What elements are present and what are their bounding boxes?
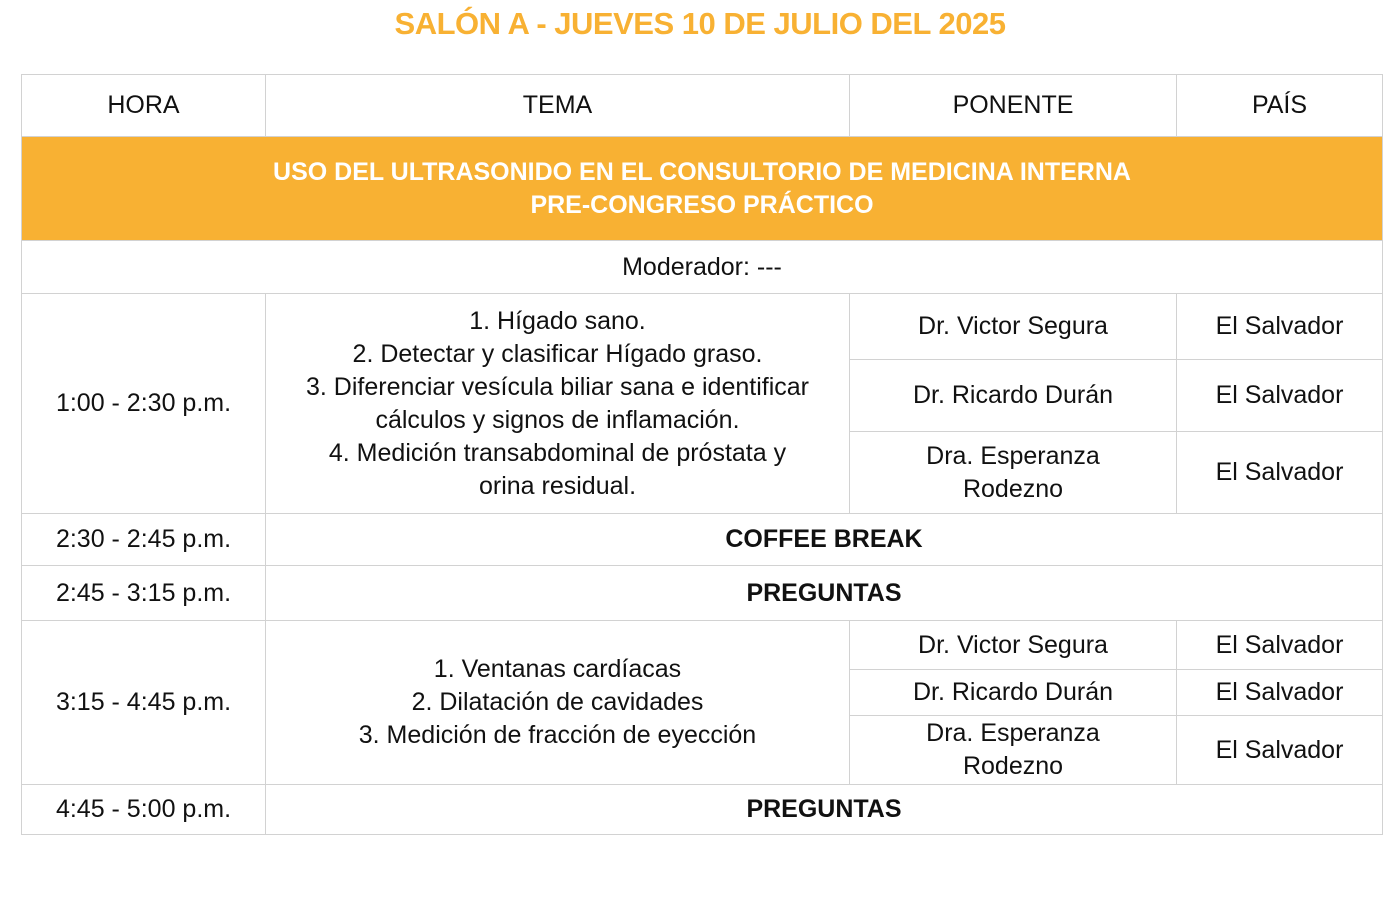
topic-line: 2. Dilatación de cavidades: [411, 688, 704, 716]
country-cell: El Salvador: [1177, 716, 1383, 785]
page-title: SALÓN A - JUEVES 10 DE JULIO DEL 2025: [394, 6, 1006, 41]
topic-line: 2. Detectar y clasificar Hígado graso.: [352, 339, 763, 368]
coffee-break-label: COFFEE BREAK: [266, 514, 1383, 566]
header-row: [22, 75, 1383, 137]
section-title: [22, 137, 1383, 241]
country-cell: El Salvador: [1177, 621, 1383, 670]
speaker-cell: Dr. Victor Segura: [850, 621, 1177, 670]
country-cell: El Salvador: [1177, 294, 1383, 360]
table-row: [22, 566, 1383, 621]
speaker-name-line: Dra. Esperanza: [926, 719, 1100, 747]
table-row: [22, 294, 1383, 360]
table-row: [22, 621, 1383, 670]
agenda-table: [21, 74, 1383, 835]
speaker-cell: [850, 432, 1177, 514]
topics-cell: [266, 621, 850, 785]
topic-line: 1. Ventanas cardíacas: [433, 655, 682, 683]
time-cell: 3:15 - 4:45 p.m.: [22, 621, 266, 785]
topic-line: orina residual.: [478, 471, 637, 500]
time-cell: 2:45 - 3:15 p.m.: [22, 566, 266, 621]
country-cell: El Salvador: [1177, 360, 1383, 432]
topics-cell: [266, 294, 850, 514]
moderator-label: Moderador: ---: [22, 241, 1383, 294]
topic-line: 1. Hígado sano.: [469, 306, 646, 335]
topic-line: 4. Medición transabdominal de próstata y: [328, 438, 787, 467]
header-pais: PAÍS: [1177, 75, 1383, 137]
section-title-line2: PRE-CONGRESO PRÁCTICO: [530, 190, 874, 219]
section-title-line1: USO DEL ULTRASONIDO EN EL CONSULTORIO DE MEDICINA INTERNA: [273, 157, 1131, 186]
section-row: [22, 137, 1383, 241]
preguntas-label: PREGUNTAS: [266, 785, 1383, 835]
moderator-row: [22, 241, 1383, 294]
country-cell: El Salvador: [1177, 432, 1383, 514]
speaker-cell: Dr. Victor Segura: [850, 294, 1177, 360]
header-ponente: PONENTE: [850, 75, 1177, 137]
speaker-cell: Dr. Ricardo Durán: [850, 360, 1177, 432]
preguntas-label: PREGUNTAS: [266, 566, 1383, 621]
speaker-name-line: Rodezno: [962, 752, 1064, 780]
time-cell: 4:45 - 5:00 p.m.: [22, 785, 266, 835]
table-row: [22, 514, 1383, 566]
header-tema: TEMA: [266, 75, 850, 137]
header-hora: HORA: [22, 75, 266, 137]
speaker-name-line: Rodezno: [962, 474, 1064, 503]
topic-line: 3. Medición de fracción de eyección: [358, 721, 757, 749]
speaker-cell: Dr. Ricardo Durán: [850, 670, 1177, 716]
time-cell: 2:30 - 2:45 p.m.: [22, 514, 266, 566]
country-cell: El Salvador: [1177, 670, 1383, 716]
speaker-name-line: Dra. Esperanza: [926, 441, 1100, 470]
topic-line: cálculos y signos de inflamación.: [375, 405, 740, 434]
table-row: [22, 785, 1383, 835]
speaker-cell: [850, 716, 1177, 785]
topic-line: 3. Diferenciar vesícula biliar sana e identificar: [305, 372, 809, 401]
time-cell: 1:00 - 2:30 p.m.: [22, 294, 266, 514]
